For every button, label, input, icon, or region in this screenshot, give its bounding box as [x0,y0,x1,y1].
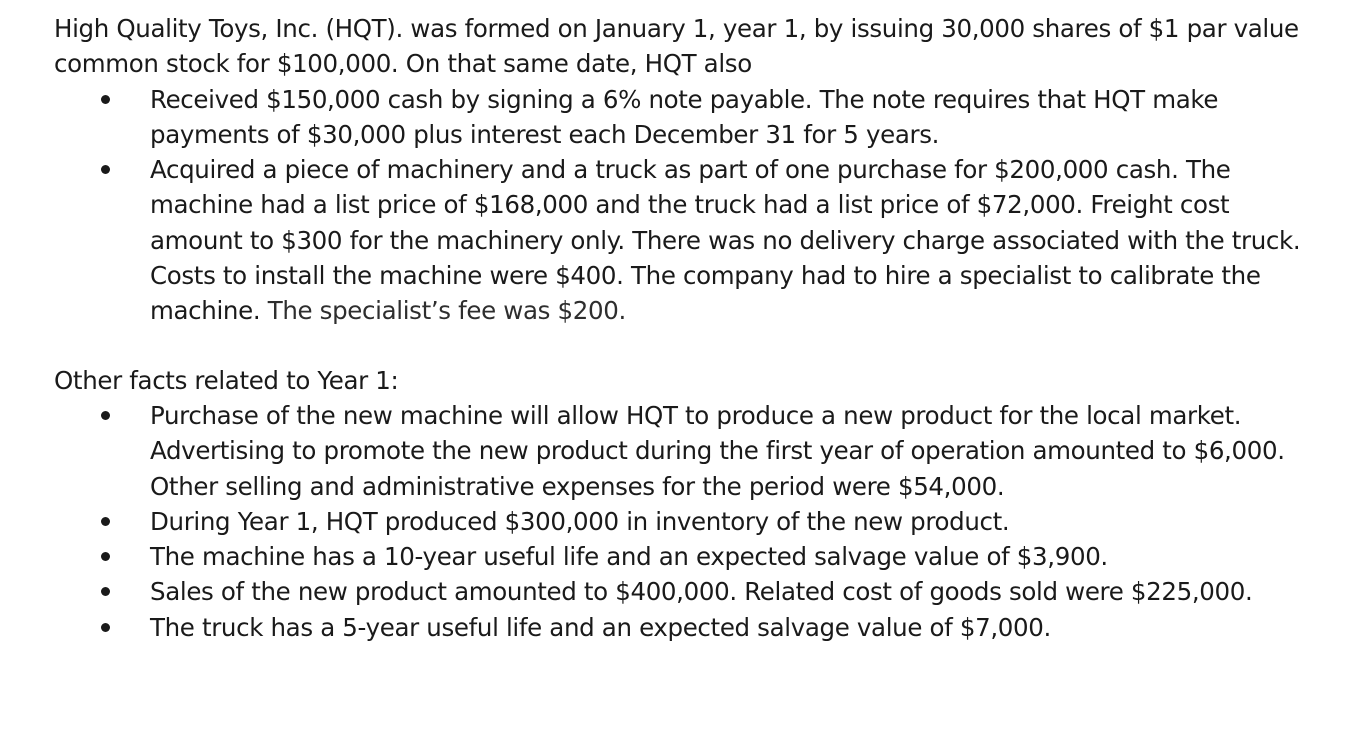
other-facts-heading: Other facts related to Year 1: [54,365,399,395]
bullet-icon [101,552,110,561]
list-item-text-tail: The specialist’s fee was $200. [260,296,626,326]
list-item-text: The truck has a 5-year useful life and an expected salvage value of $7,000. [150,612,1051,642]
bullet-icon [101,165,110,174]
bullet-icon [101,517,110,526]
list-item-machine-life [54,539,1314,574]
bullet-icon [101,411,110,420]
other-facts-list [54,398,1314,645]
list-item-text: The machine has a 10-year useful life and an expected salvage value of $3,900. [150,542,1108,572]
formation-transactions-list [54,82,1314,329]
list-item-text: Sales of the new product amounted to $400,000. Related cost of goods sold were $225,000. [150,577,1253,607]
bullet-icon [101,587,110,596]
list-item-text: Received $150,000 cash by signing a 6% note payable. The note requires that HQT make payments of $30,000 plus interest each December 31 for 5 years. [150,84,1219,149]
list-item-machinery-purchase [54,152,1314,328]
list-item-text: During Year 1, HQT produced $300,000 in inventory of the new product. [150,506,1010,536]
list-item-sales [54,574,1314,609]
list-item-inventory-produced [54,504,1314,539]
list-item-text: Acquired a piece of machinery and a truck as part of one purchase for $200,000 cash. The machine had a list price of $168,000 and the truck had a list price of $72,000. Freight cost amount to $300 for the machinery only. There was no delivery charge associated with the truck. Costs to install the machine were $400. The company had to hire a specialist to calibrate the machine. [150,155,1301,326]
problem-document [54,11,1314,645]
list-item-text: Purchase of the new machine will allow HQT to produce a new product for the local market. Advertising to promote the new product during the first year of operation amounted to $6,000. Other selling and administrative expenses for the period were $54,000. [150,400,1285,501]
list-item-note-payable [54,82,1314,153]
intro-paragraph: High Quality Toys, Inc. (HQT). was formed on January 1, year 1, by issuing 30,000 shares of $1 par value common stock for $100,000. On that same date, HQT also [54,14,1299,79]
list-item-advertising [54,398,1314,504]
bullet-icon [101,95,110,104]
list-item-truck-life [54,610,1314,645]
bullet-icon [101,623,110,632]
